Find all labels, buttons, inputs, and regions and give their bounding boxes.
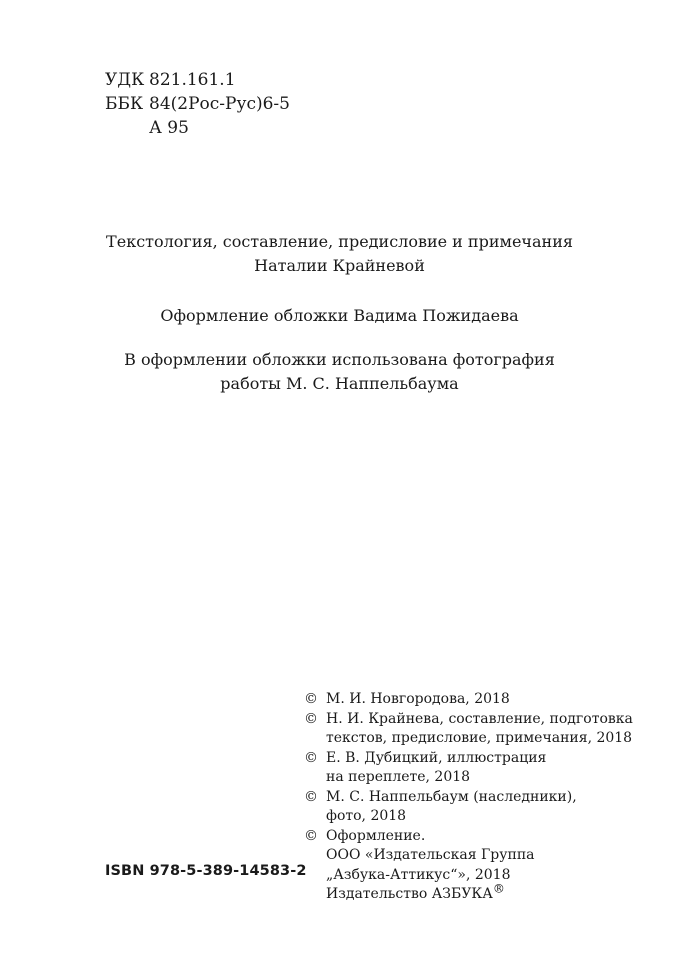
copyright-line: фото, 2018 (326, 808, 407, 824)
cover-design-credit (0, 304, 679, 328)
registered-mark-icon: ® (492, 881, 505, 896)
copyright-icon: © (304, 827, 318, 844)
author-mark-label (105, 116, 149, 140)
copyright-item (304, 690, 674, 710)
copyright-item (304, 827, 674, 905)
bbk-label: ББК (105, 94, 144, 114)
textology-line-1: Текстология, составление, предисловие и примечания (106, 232, 573, 251)
bbk-row (105, 92, 290, 116)
udc-label: УДК (105, 70, 145, 90)
classification-block (105, 68, 290, 140)
cover-photo-credit (0, 348, 679, 396)
copyright-line: Оформление. (326, 827, 426, 844)
copyright-item (304, 788, 674, 827)
cover-photo-line-2: работы М. С. Наппельбаума (220, 374, 459, 393)
isbn: ISBN 978-5-389-14583-2 (105, 863, 307, 879)
copyright-line: ООО «Издательская Группа (326, 847, 535, 863)
copyright-line: М. С. Наппельбаум (наследники), (326, 788, 577, 805)
cover-design-line: Оформление обложки Вадима Пожидаева (160, 306, 519, 325)
copyright-icon: © (304, 788, 318, 805)
author-mark-value: А 95 (149, 118, 189, 138)
copyright-line: текстов, предисловие, примечания, 2018 (326, 730, 633, 746)
copyright-item (304, 749, 674, 788)
textology-line-2: Наталии Крайневой (254, 256, 425, 275)
copyright-line: М. И. Новгородова, 2018 (326, 691, 510, 707)
udc-row (105, 68, 290, 92)
copyright-line: Е. В. Дубицкий, иллюстрация (326, 749, 547, 766)
copyright-line: „Азбука-Аттикус“», 2018 (326, 866, 511, 883)
copyright-icon: © (304, 749, 318, 766)
copyright-icon: © (304, 710, 318, 727)
udc-value: 821.161.1 (149, 70, 236, 90)
publisher-line (326, 881, 535, 905)
copyright-item (304, 710, 674, 749)
author-mark-row (105, 116, 290, 140)
copyright-block (304, 690, 674, 905)
copyright-line: на переплете, 2018 (326, 769, 471, 785)
copyright-line: Н. И. Крайнева, составление, подготовка (326, 710, 633, 727)
textology-credit (0, 230, 679, 278)
cover-photo-line-1: В оформлении обложки использована фотография (124, 350, 555, 369)
copyright-icon: © (304, 691, 318, 707)
bbk-value: 84(2Рос-Рус)6-5 (149, 94, 290, 114)
publisher-name: Издательство АЗБУКА (326, 886, 493, 902)
